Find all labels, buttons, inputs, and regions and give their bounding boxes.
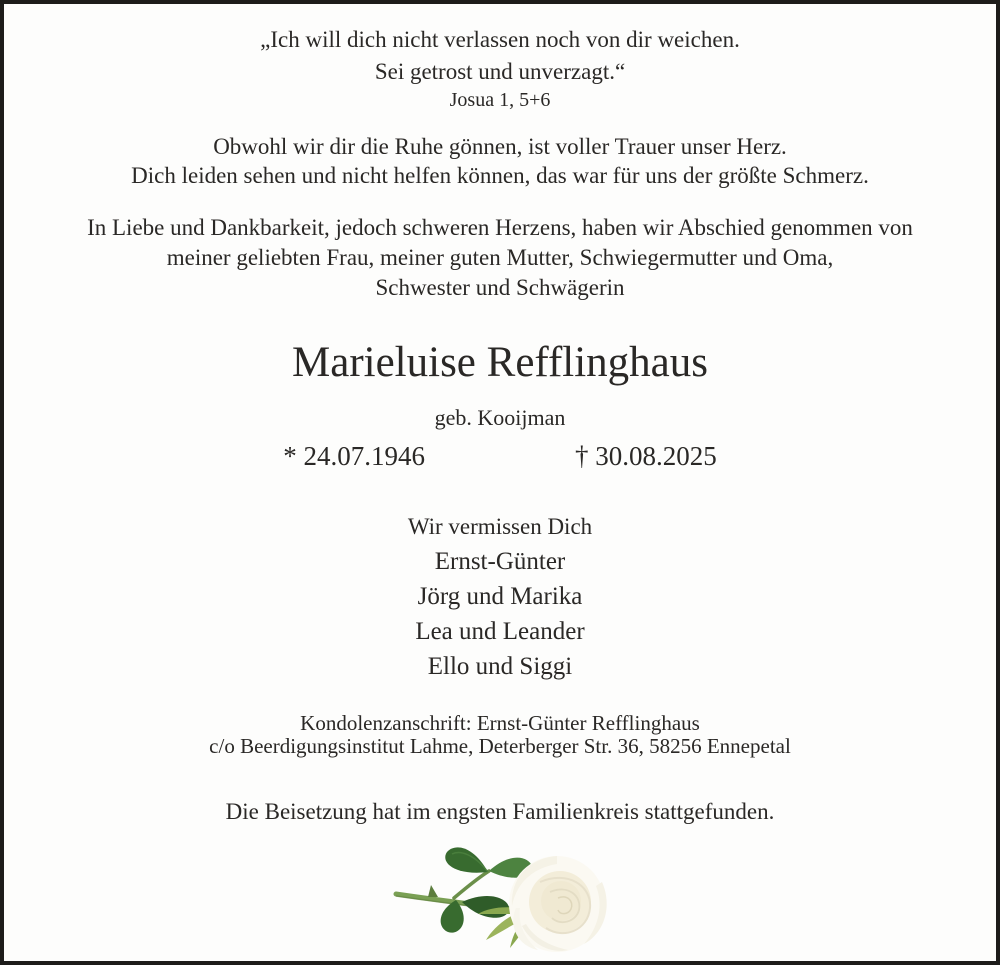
intro-line-2: Dich leiden sehen und nicht helfen können, das war für uns der größte Schmerz.: [131, 163, 869, 188]
rose-thorn: [428, 885, 438, 897]
mourners-list: [4, 509, 996, 684]
farewell-text: [4, 213, 996, 303]
deceased-name: Marieluise Refflinghaus: [292, 339, 708, 386]
mourner-name: Lea und Leander: [415, 618, 585, 645]
white-rose-icon: [392, 842, 622, 964]
condolence-address: [4, 712, 996, 758]
mourner-name: Ernst-Günter: [434, 548, 566, 575]
birth-date: * 24.07.1946: [283, 441, 425, 471]
bible-quote: [4, 24, 996, 88]
rose-bloom: [509, 856, 607, 952]
burial-note: Die Beisetzung hat im engsten Familienkreis stattgefunden.: [225, 799, 775, 824]
quote-line-1: „Ich will dich nicht verlassen noch von dir weichen.: [260, 27, 740, 52]
death-date: † 30.08.2025: [575, 441, 717, 471]
mourners-heading: Wir vermissen Dich: [407, 514, 593, 539]
farewell-line-2: meiner geliebten Frau, meiner guten Mutter, Schwiegermutter und Oma,: [166, 245, 834, 270]
life-dates: [4, 440, 996, 472]
quote-source: Josua 1, 5+6: [449, 89, 551, 111]
quote-line-2: Sei getrost und unverzagt.“: [374, 59, 626, 84]
intro-verse: [4, 132, 996, 190]
maiden-name: geb. Kooijman: [434, 405, 566, 430]
mourner-name: Jörg und Marika: [417, 583, 583, 610]
intro-line-1: Obwohl wir dir die Ruhe gönnen, ist voller Trauer unser Herz.: [213, 134, 787, 159]
farewell-line-3: Schwester und Schwägerin: [375, 275, 625, 300]
condolence-line-2: c/o Beerdigungsinstitut Lahme, Deterberger Str. 36, 58256 Ennepetal: [209, 734, 791, 758]
white-rose-image: [392, 842, 622, 964]
farewell-line-1: In Liebe und Dankbarkeit, jedoch schweren Herzens, haben wir Abschied genommen von: [87, 215, 913, 240]
condolence-line-1: Kondolenzanschrift: Ernst-Günter Refflinghaus: [300, 711, 700, 735]
mourner-name: Ello und Siggi: [427, 653, 573, 680]
